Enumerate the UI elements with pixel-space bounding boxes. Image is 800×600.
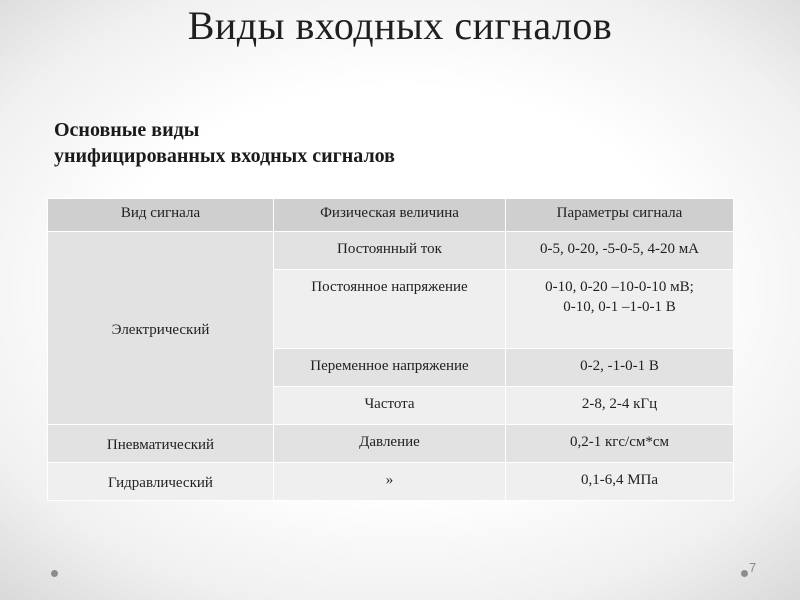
table-row (48, 463, 734, 501)
header-physical-quantity: Физическая величина (274, 199, 506, 232)
quantity-cell: » (274, 463, 506, 501)
quantity-cell: Постоянное напряжение (274, 270, 506, 349)
quantity-cell: Давление (274, 425, 506, 463)
params-cell (506, 270, 734, 349)
table-row (48, 232, 734, 270)
table-row (48, 425, 734, 463)
page-number: 7 (749, 560, 757, 575)
bullet-dot-left (51, 570, 58, 577)
params-cell: 0-2, -1-0-1 В (506, 349, 734, 387)
params-cell: 0-5, 0-20, -5-0-5, 4-20 мА (506, 232, 734, 270)
slide-subtitle (54, 117, 395, 169)
subtitle-line-2: унифицированных входных сигналов (54, 145, 395, 167)
slide-title: Виды входных сигналов (187, 3, 613, 48)
signal-type-cell: Пневматический (48, 425, 274, 463)
signal-type-cell: Электрический (48, 232, 274, 425)
quantity-cell: Постоянный ток (274, 232, 506, 270)
params-cell: 0,2-1 кгс/см*см (506, 425, 734, 463)
signals-table (47, 198, 734, 501)
quantity-cell: Переменное напряжение (274, 349, 506, 387)
params-line-2: 0-10, 0-1 –1-0-1 В (563, 299, 676, 315)
signal-type-cell: Гидравлический (48, 463, 274, 501)
table-header-row (48, 199, 734, 232)
params-line-1: 0-10, 0-20 –10-0-10 мВ; (545, 279, 694, 295)
subtitle-line-1: Основные виды (54, 119, 200, 141)
bullet-dot-right (741, 570, 748, 577)
quantity-cell: Частота (274, 387, 506, 425)
header-signal-type: Вид сигнала (48, 199, 274, 232)
params-cell: 0,1-6,4 МПа (506, 463, 734, 501)
header-signal-parameters: Параметры сигнала (506, 199, 734, 232)
params-cell: 2-8, 2-4 кГц (506, 387, 734, 425)
